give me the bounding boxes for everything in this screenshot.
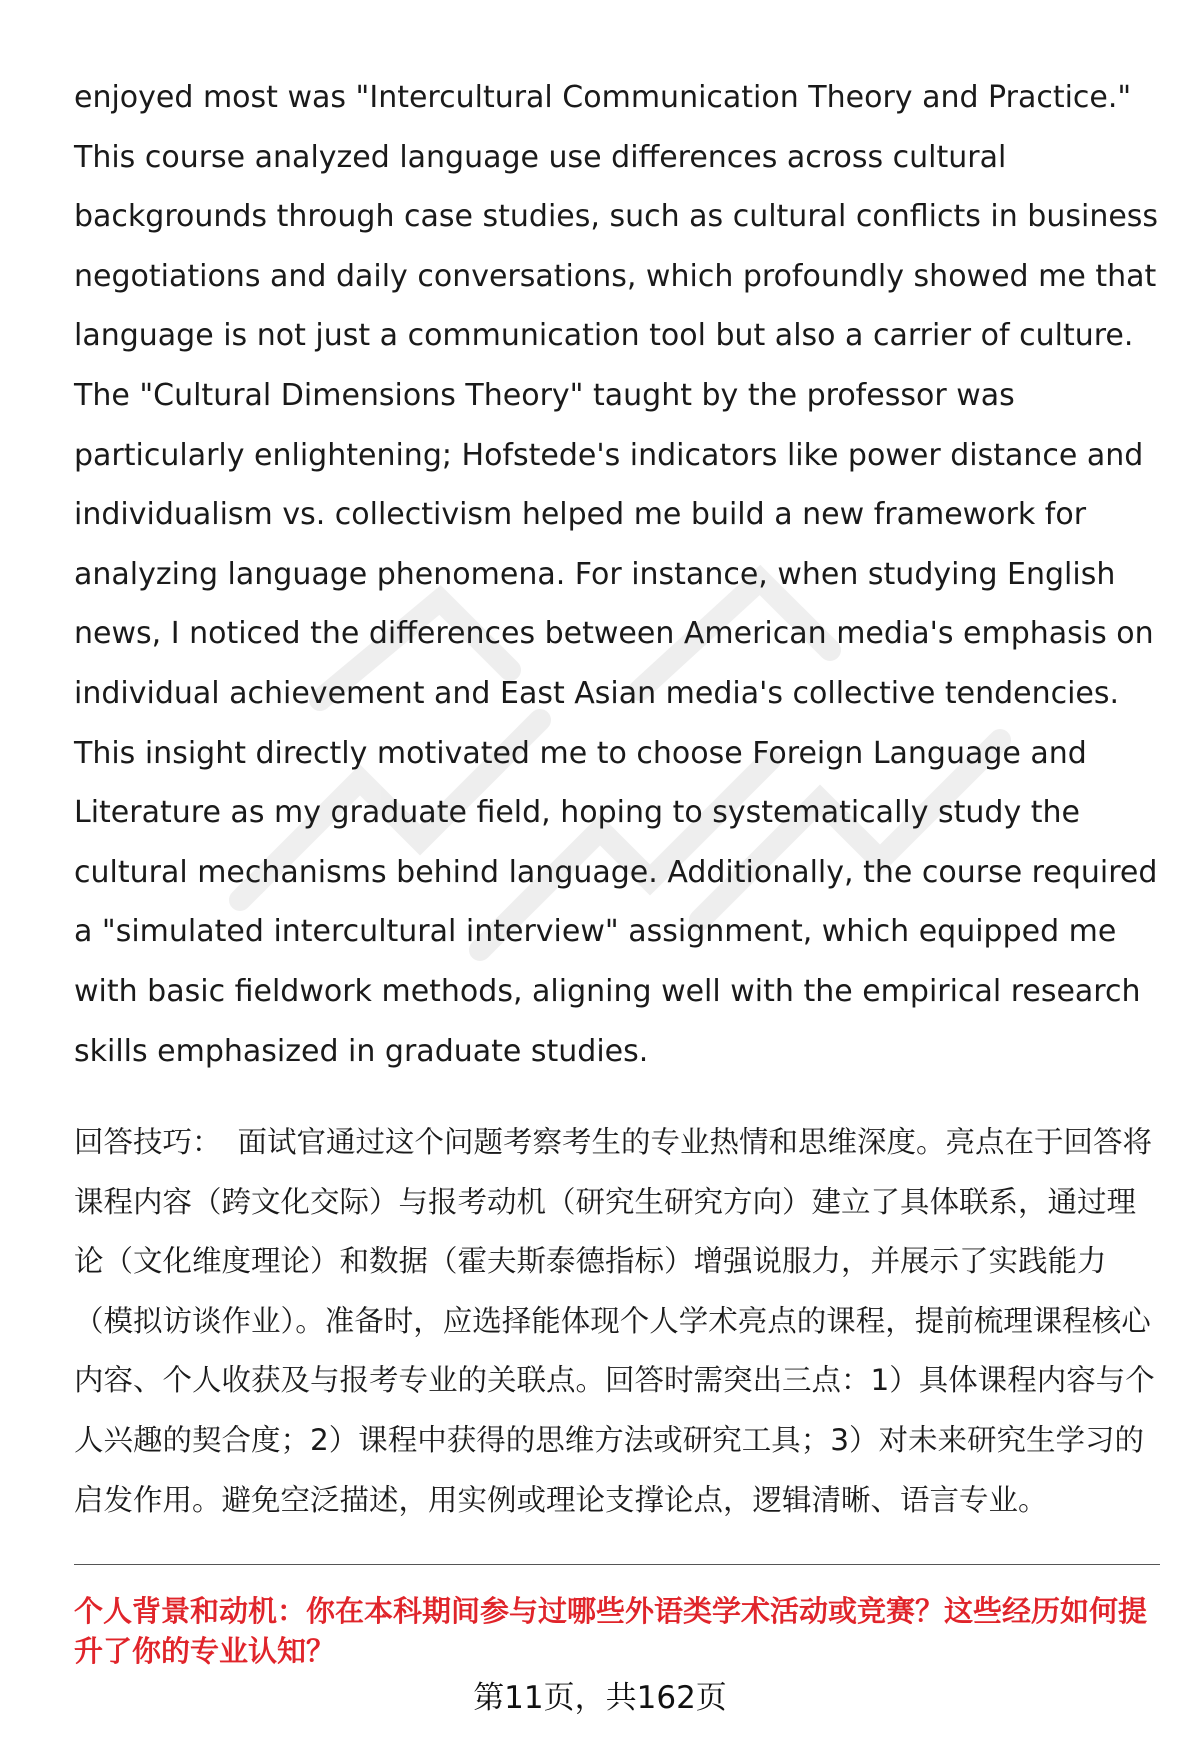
next-question-heading: 个人背景和动机：你在本科期间参与过哪些外语类学术活动或竞赛？这些经历如何提升了你的专业认知？	[74, 1594, 1148, 1669]
tips-text: 面试官通过这个问题考察考生的专业热情和思维深度。亮点在于回答将课程内容（跨文化交际）与报考动机（研究生研究方向）建立了具体联系，通过理论（文化维度理论）和数据（霍夫斯泰德指标）增强说服力，并展示了实践能力（模拟访谈作业）。准备时，应选择能体现个人学术亮点的课程，提前梳理课程核心内容、个人收获及与报考专业的关联点。回答时需突出三点：1）具体课程内容与个人兴趣的契合度；2）课程中获得的思维方法或研究工具；3）对未来研究生学习的启发作用。避免空泛描述，用实例或理论支撑论点，逻辑清晰、语言专业。	[74, 1125, 1155, 1517]
page-content	[74, 68, 1160, 1671]
page-number: 第11页，共162页	[473, 1680, 727, 1716]
tips-label: 回答技巧：	[74, 1125, 222, 1160]
answer-paragraph: enjoyed most was "Intercultural Communication Theory and Practice." This course analyzed language use differences across cultural backgrounds through case studies, such as cultural conflicts in business negotiations and daily conversations, which profoundly showed me that language is not just a communication tool but also a carrier of culture. The "Cultural Dimensions Theory" taught by the professor was particularly enlightening; Hofstede's indicators like power distance and individualism vs. collectivism helped me build a new framework for analyzing language phenomena. For instance, when studying English news, I noticed the differences between American media's emphasis on individual achievement and East Asian media's collective tendencies. This insight directly motivated me to choose Foreign Language and Literature as my graduate field, hoping to systematically study the cultural mechanisms behind language. Additionally, the course required a "simulated intercultural interview" assignment, which equipped me with basic fieldwork methods, aligning well with the empirical research skills emphasized in graduate studies.	[74, 80, 1159, 1069]
section-divider	[74, 1564, 1160, 1565]
answer-tips	[74, 1113, 1160, 1530]
